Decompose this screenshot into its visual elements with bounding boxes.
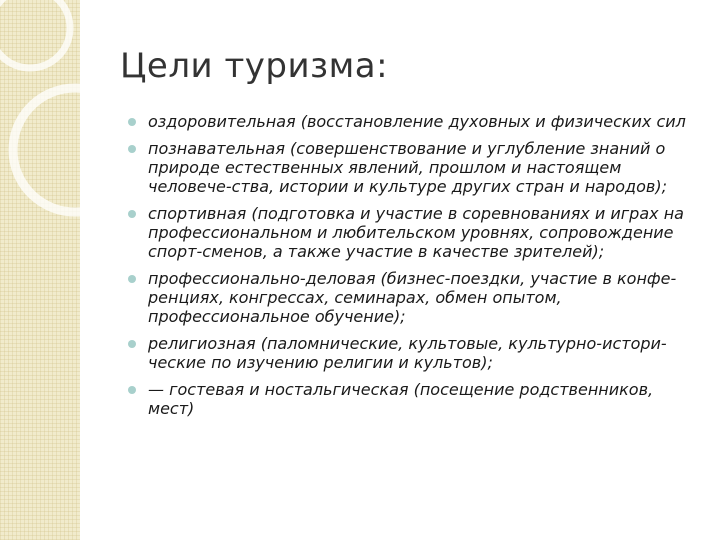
bullet-marker: [128, 340, 136, 348]
list-item: [128, 380, 688, 418]
list-item: [128, 334, 688, 372]
decorative-circles: [0, 0, 80, 540]
bullet-marker: [128, 386, 136, 394]
slide-title: Цели туризма:: [120, 46, 389, 86]
bullet-marker: [128, 118, 136, 126]
bullet-marker: [128, 145, 136, 153]
decorative-side-strip: [0, 0, 80, 540]
bullet-marker: [128, 275, 136, 283]
list-item: [128, 204, 688, 261]
list-item-text: профессионально-деловая (бизнес-поездки, участие в конфе-ренциях, конгрессах, семинарах, обмен опытом, профессиональное обучение);: [148, 269, 677, 326]
list-item-text: — гостевая и ностальгическая (посещение родственников, мест): [148, 380, 654, 418]
bullet-marker: [128, 210, 136, 218]
list-item-text: религиозная (паломнические, культовые, культурно-истори-ческие по изучению религии и культов);: [148, 334, 667, 372]
goals-list: [128, 112, 688, 426]
list-item: [128, 139, 688, 196]
list-item-text: познавательная (совершенствование и углубление знаний о природе естественных явлений, прошлом и настоящем человече-ства, истории и культуре других стран и народов);: [148, 139, 667, 196]
list-item: [128, 112, 688, 131]
list-item: [128, 269, 688, 326]
list-item-text: спортивная (подготовка и участие в соревнованиях и играх на профессиональном и любительском уровнях, сопровождение спорт-сменов, а также участие в качестве зрителей);: [148, 204, 684, 261]
list-item-text: оздоровительная (восстановление духовных и физических сил: [148, 112, 686, 131]
